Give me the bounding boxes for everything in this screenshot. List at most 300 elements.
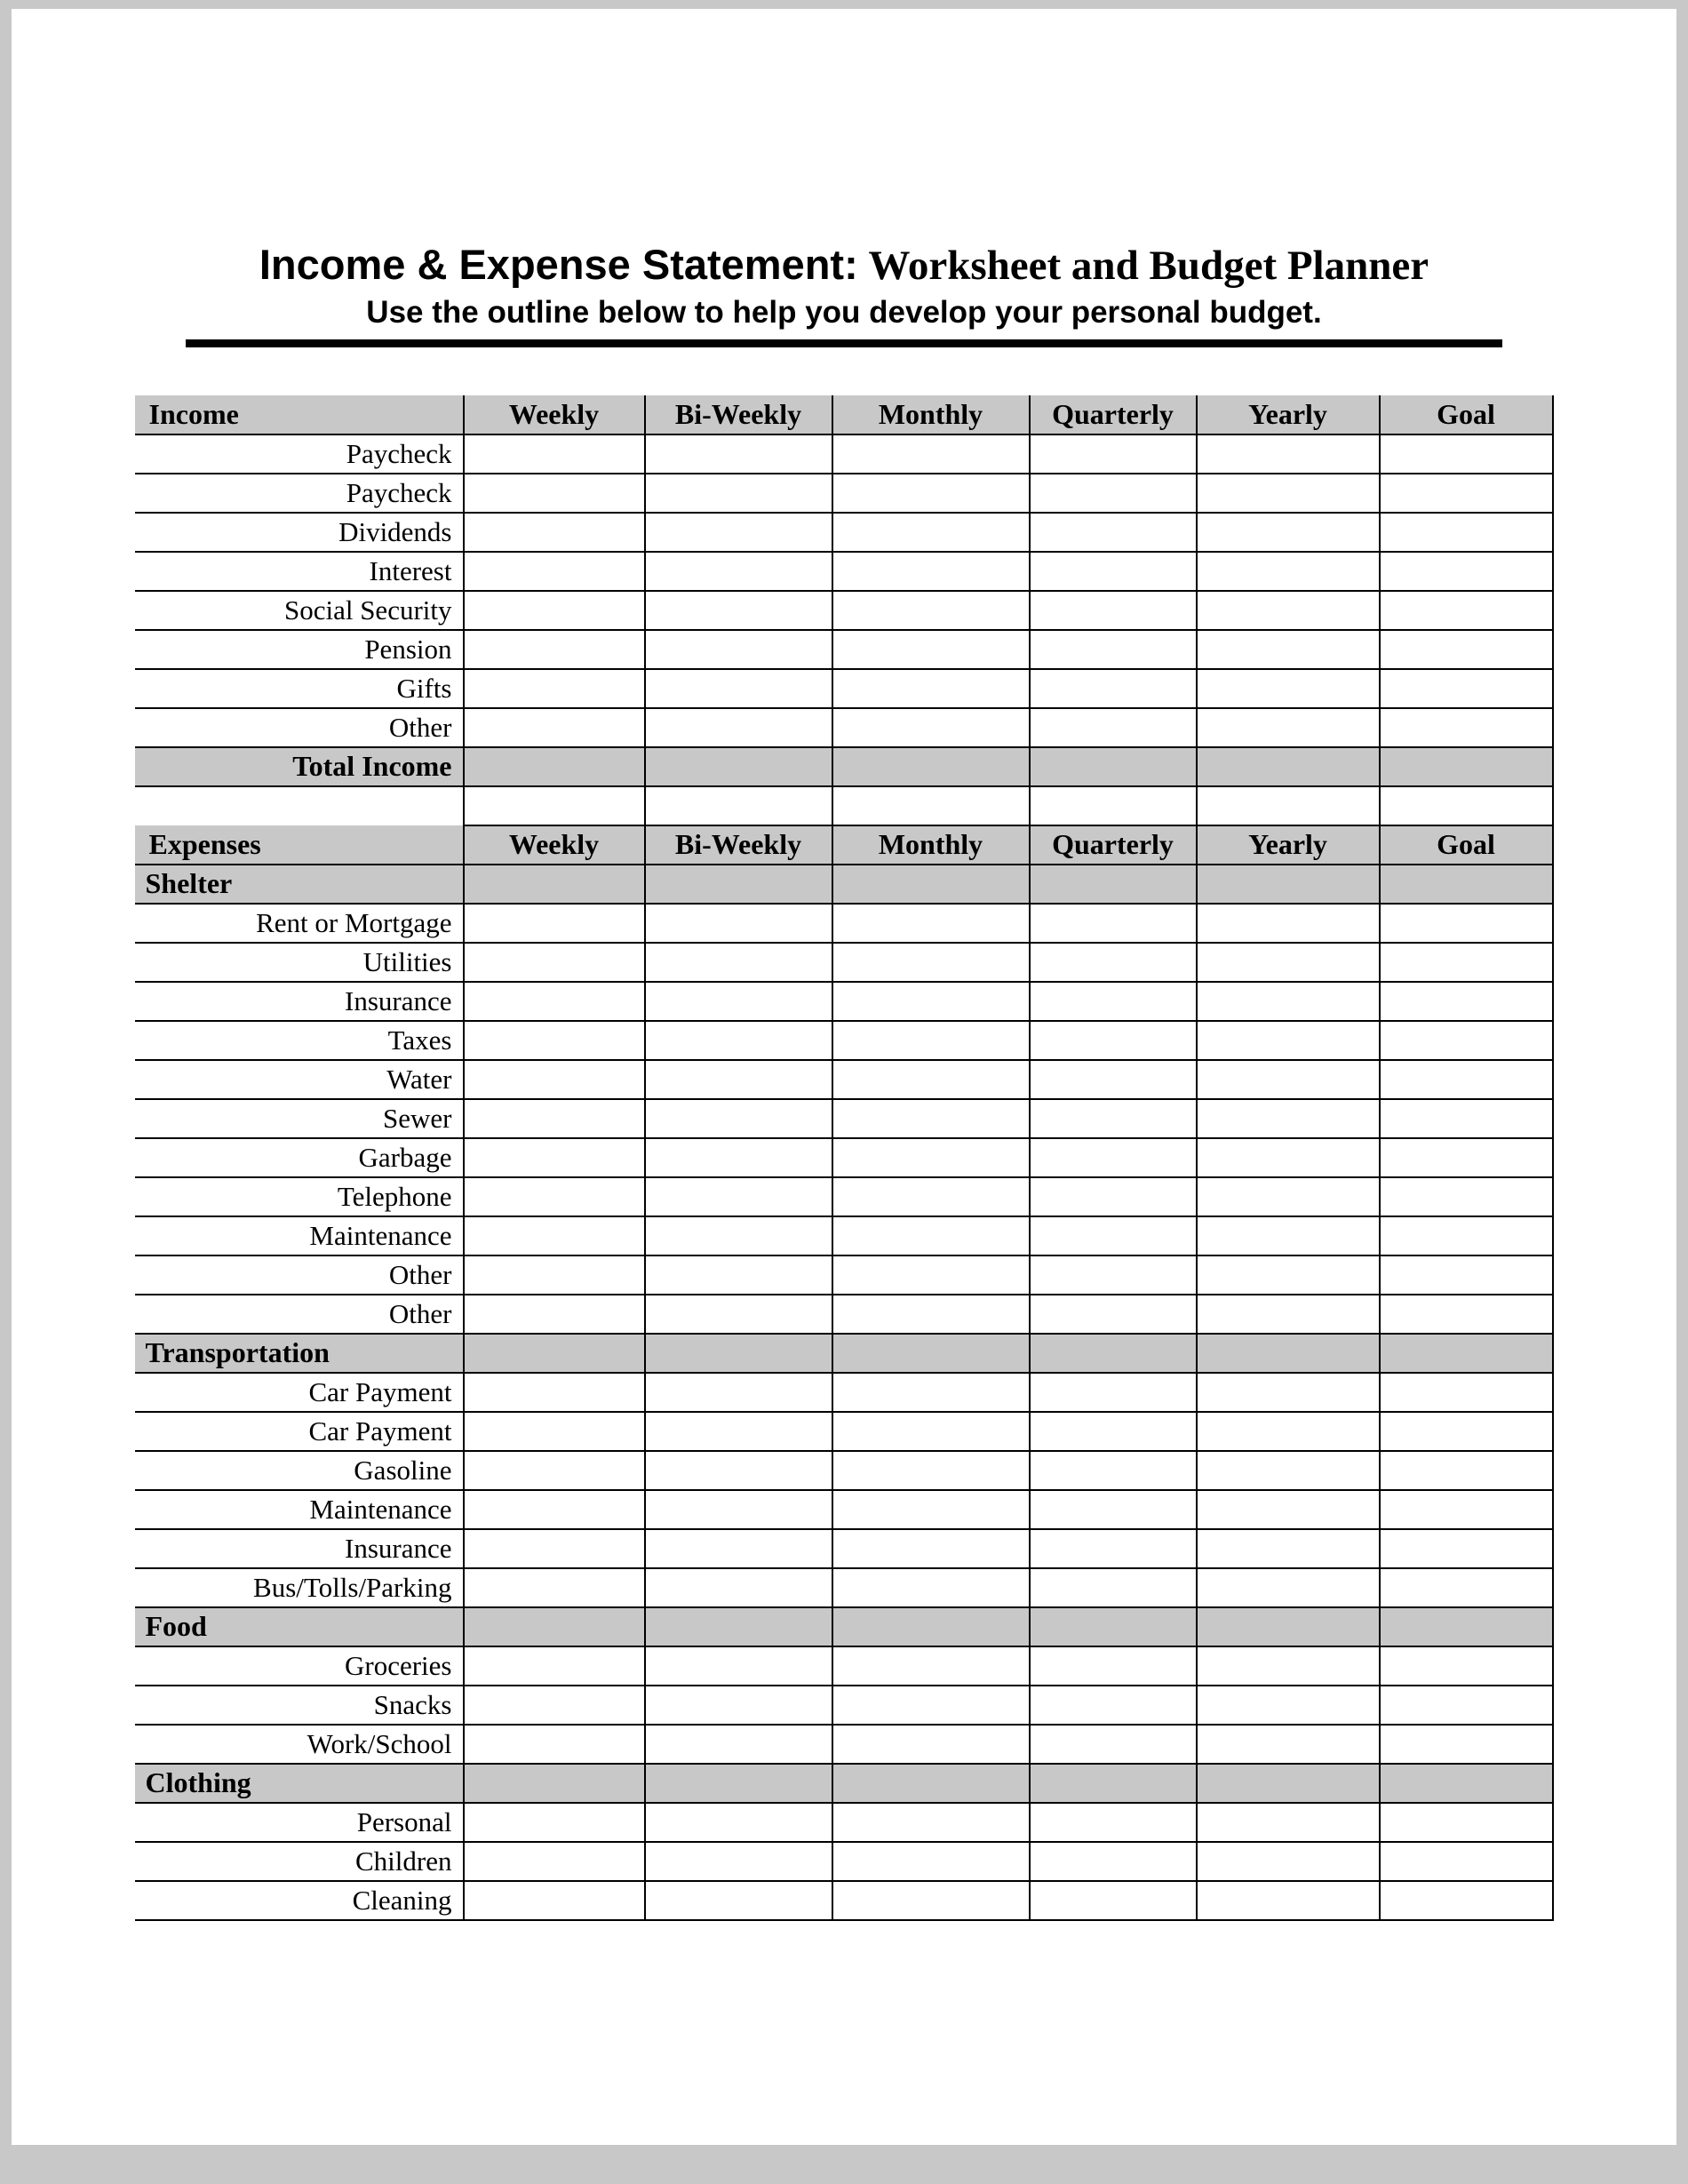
cell-weekly — [464, 943, 645, 982]
cell-bi-weekly — [645, 434, 832, 474]
expense-item-row — [135, 1060, 1553, 1099]
cell-goal — [1380, 1686, 1553, 1725]
cell-yearly — [1197, 982, 1380, 1021]
cell-weekly — [464, 1529, 645, 1568]
expense-row-label: Maintenance — [135, 1490, 464, 1529]
cell-weekly — [464, 1725, 645, 1764]
cell-yearly — [1197, 1568, 1380, 1607]
cell-yearly — [1197, 1686, 1380, 1725]
cell-bi-weekly — [645, 943, 832, 982]
cell-goal — [1380, 1803, 1553, 1842]
cell-yearly — [1197, 1412, 1380, 1451]
cell-monthly — [832, 1764, 1030, 1803]
cell-bi-weekly — [645, 904, 832, 943]
cell-goal — [1380, 1138, 1553, 1177]
page-title — [12, 242, 1676, 290]
expense-row-label: Garbage — [135, 1138, 464, 1177]
expense-row-label: Bus/Tolls/Parking — [135, 1568, 464, 1607]
cell-bi-weekly — [645, 1490, 832, 1529]
cell-quarterly — [1030, 1334, 1197, 1373]
expense-item-row — [135, 1842, 1553, 1881]
page-title-sub: Worksheet and Budget Planner — [868, 243, 1429, 289]
cell-goal — [1380, 1060, 1553, 1099]
cell-bi-weekly — [645, 474, 832, 513]
cell-yearly — [1197, 1646, 1380, 1686]
cell-quarterly — [1030, 1255, 1197, 1295]
income-row-label: Gifts — [135, 669, 464, 708]
column-header-quarterly: Quarterly — [1030, 395, 1197, 434]
expense-item-row — [135, 1021, 1553, 1060]
cell-goal — [1380, 1295, 1553, 1334]
expense-category-row — [135, 1607, 1553, 1646]
cell-bi-weekly — [645, 982, 832, 1021]
expense-item-row — [135, 1099, 1553, 1138]
cell-bi-weekly — [645, 1177, 832, 1216]
cell-yearly — [1197, 1607, 1380, 1646]
cell-goal — [1380, 1373, 1553, 1412]
cell-yearly — [1197, 1725, 1380, 1764]
cell-goal — [1380, 474, 1553, 513]
cell-bi-weekly — [645, 1412, 832, 1451]
income-row-label: Dividends — [135, 513, 464, 552]
title-underline-rule — [186, 339, 1502, 347]
expense-row-label: Rent or Mortgage — [135, 904, 464, 943]
cell-monthly — [832, 630, 1030, 669]
cell-weekly — [464, 982, 645, 1021]
column-header-yearly: Yearly — [1197, 825, 1380, 865]
cell-weekly — [464, 552, 645, 591]
cell-weekly — [464, 1490, 645, 1529]
cell-monthly — [832, 1021, 1030, 1060]
cell-monthly — [832, 513, 1030, 552]
cell-monthly — [832, 1881, 1030, 1920]
cell-goal — [1380, 669, 1553, 708]
cell-quarterly — [1030, 943, 1197, 982]
expense-item-row — [135, 1451, 1553, 1490]
cell-goal — [1380, 1334, 1553, 1373]
cell-yearly — [1197, 747, 1380, 786]
cell-bi-weekly — [645, 1686, 832, 1725]
expense-row-label: Other — [135, 1295, 464, 1334]
cell-quarterly — [1030, 1373, 1197, 1412]
expense-item-row — [135, 1881, 1553, 1920]
expense-row-label: Other — [135, 1255, 464, 1295]
cell-goal — [1380, 1216, 1553, 1255]
cell-bi-weekly — [645, 1764, 832, 1803]
page-subtitle: Use the outline below to help you develop your personal budget. — [366, 294, 1322, 330]
expense-item-row — [135, 1568, 1553, 1607]
cell-bi-weekly — [645, 1568, 832, 1607]
income-row-label: Paycheck — [135, 434, 464, 474]
income-row-label: Paycheck — [135, 474, 464, 513]
cell-yearly — [1197, 474, 1380, 513]
cell-quarterly — [1030, 1451, 1197, 1490]
cell-quarterly — [1030, 1138, 1197, 1177]
cell-bi-weekly — [645, 865, 832, 904]
cell-yearly — [1197, 552, 1380, 591]
cell-bi-weekly — [645, 1725, 832, 1764]
cell-bi-weekly — [645, 786, 832, 825]
page-title-main: Income & Expense Statement: — [259, 241, 858, 288]
expense-row-label: Groceries — [135, 1646, 464, 1686]
cell-yearly — [1197, 630, 1380, 669]
income-item-row — [135, 669, 1553, 708]
cell-monthly — [832, 434, 1030, 474]
cell-goal — [1380, 1021, 1553, 1060]
expense-item-row — [135, 1646, 1553, 1686]
cell-yearly — [1197, 1529, 1380, 1568]
cell-weekly — [464, 474, 645, 513]
expense-row-label: Car Payment — [135, 1373, 464, 1412]
cell-goal — [1380, 434, 1553, 474]
cell-bi-weekly — [645, 1646, 832, 1686]
cell-goal — [1380, 1881, 1553, 1920]
cell-quarterly — [1030, 1725, 1197, 1764]
cell-goal — [1380, 904, 1553, 943]
total-income-label: Total Income — [135, 747, 464, 786]
cell-weekly — [464, 1451, 645, 1490]
cell-yearly — [1197, 1216, 1380, 1255]
cell-weekly — [464, 865, 645, 904]
cell-yearly — [1197, 1099, 1380, 1138]
cell-weekly — [464, 1412, 645, 1451]
cell-weekly — [464, 591, 645, 630]
cell-bi-weekly — [645, 1138, 832, 1177]
cell-quarterly — [1030, 865, 1197, 904]
cell-goal — [1380, 591, 1553, 630]
cell-yearly — [1197, 904, 1380, 943]
cell-monthly — [832, 1725, 1030, 1764]
cell-quarterly — [1030, 434, 1197, 474]
cell-bi-weekly — [645, 1529, 832, 1568]
expense-category-label: Transportation — [135, 1334, 464, 1373]
cell-yearly — [1197, 1764, 1380, 1803]
cell-quarterly — [1030, 1060, 1197, 1099]
cell-monthly — [832, 1646, 1030, 1686]
cell-bi-weekly — [645, 513, 832, 552]
cell-monthly — [832, 1295, 1030, 1334]
cell-goal — [1380, 630, 1553, 669]
cell-monthly — [832, 1490, 1030, 1529]
cell-weekly — [464, 1255, 645, 1295]
cell-goal — [1380, 552, 1553, 591]
expense-item-row — [135, 943, 1553, 982]
cell-quarterly — [1030, 630, 1197, 669]
expense-item-row — [135, 904, 1553, 943]
cell-weekly — [464, 1138, 645, 1177]
cell-quarterly — [1030, 1099, 1197, 1138]
cell-yearly — [1197, 1177, 1380, 1216]
cell-monthly — [832, 943, 1030, 982]
cell-bi-weekly — [645, 669, 832, 708]
cell-weekly — [464, 747, 645, 786]
cell-monthly — [832, 747, 1030, 786]
column-header-bi-weekly: Bi-Weekly — [645, 825, 832, 865]
cell-monthly — [832, 474, 1030, 513]
column-header-yearly: Yearly — [1197, 395, 1380, 434]
cell-monthly — [832, 1138, 1030, 1177]
expense-row-label: Gasoline — [135, 1451, 464, 1490]
expense-row-label: Work/School — [135, 1725, 464, 1764]
expense-row-label: Sewer — [135, 1099, 464, 1138]
cell-goal — [1380, 865, 1553, 904]
expense-item-row — [135, 1255, 1553, 1295]
cell-weekly — [464, 1060, 645, 1099]
worksheet-page — [12, 9, 1676, 2145]
column-header-monthly: Monthly — [832, 395, 1030, 434]
cell-goal — [1380, 1646, 1553, 1686]
cell-weekly — [464, 434, 645, 474]
expense-item-row — [135, 1373, 1553, 1412]
cell-yearly — [1197, 1060, 1380, 1099]
cell-yearly — [1197, 1138, 1380, 1177]
cell-bi-weekly — [645, 708, 832, 747]
cell-goal — [1380, 786, 1553, 825]
expense-row-label: Children — [135, 1842, 464, 1881]
cell-weekly — [464, 1334, 645, 1373]
column-header-goal: Goal — [1380, 395, 1553, 434]
cell-monthly — [832, 1099, 1030, 1138]
budget-table-body — [135, 395, 1553, 1920]
expense-row-label: Insurance — [135, 982, 464, 1021]
cell-monthly — [832, 1568, 1030, 1607]
cell-bi-weekly — [645, 1803, 832, 1842]
cell-monthly — [832, 1255, 1030, 1295]
cell-monthly — [832, 786, 1030, 825]
expense-category-row — [135, 1334, 1553, 1373]
expense-item-row — [135, 1216, 1553, 1255]
expense-item-row — [135, 1686, 1553, 1725]
cell-quarterly — [1030, 1686, 1197, 1725]
income-item-row — [135, 591, 1553, 630]
cell-quarterly — [1030, 708, 1197, 747]
cell-yearly — [1197, 786, 1380, 825]
cell-weekly — [464, 708, 645, 747]
cell-quarterly — [1030, 1021, 1197, 1060]
cell-goal — [1380, 1568, 1553, 1607]
expense-category-label: Shelter — [135, 865, 464, 904]
cell-quarterly — [1030, 1842, 1197, 1881]
cell-weekly — [464, 1646, 645, 1686]
cell-bi-weekly — [645, 1060, 832, 1099]
cell-goal — [1380, 1607, 1553, 1646]
cell-goal — [1380, 1529, 1553, 1568]
expense-category-label: Food — [135, 1607, 464, 1646]
expenses-section-title: Expenses — [135, 825, 464, 865]
cell-weekly — [464, 513, 645, 552]
cell-yearly — [1197, 1842, 1380, 1881]
cell-yearly — [1197, 943, 1380, 982]
cell-monthly — [832, 1334, 1030, 1373]
cell-quarterly — [1030, 1646, 1197, 1686]
cell-monthly — [832, 1216, 1030, 1255]
cell-monthly — [832, 1842, 1030, 1881]
cell-quarterly — [1030, 1412, 1197, 1451]
expense-row-label: Telephone — [135, 1177, 464, 1216]
column-header-quarterly: Quarterly — [1030, 825, 1197, 865]
cell-yearly — [1197, 1451, 1380, 1490]
cell-goal — [1380, 1451, 1553, 1490]
column-header-bi-weekly: Bi-Weekly — [645, 395, 832, 434]
cell-weekly — [464, 1803, 645, 1842]
cell-yearly — [1197, 1295, 1380, 1334]
cell-bi-weekly — [645, 1099, 832, 1138]
cell-goal — [1380, 1412, 1553, 1451]
expense-category-row — [135, 1764, 1553, 1803]
expense-item-row — [135, 1177, 1553, 1216]
cell-monthly — [832, 1803, 1030, 1842]
cell-quarterly — [1030, 474, 1197, 513]
cell-weekly — [464, 1764, 645, 1803]
cell-bi-weekly — [645, 1881, 832, 1920]
expense-row-label: Cleaning — [135, 1881, 464, 1920]
expense-row-label: Car Payment — [135, 1412, 464, 1451]
cell-bi-weekly — [645, 1334, 832, 1373]
cell-goal — [1380, 943, 1553, 982]
cell-goal — [1380, 1177, 1553, 1216]
expense-item-row — [135, 982, 1553, 1021]
cell-quarterly — [1030, 1177, 1197, 1216]
spacer-row — [135, 786, 1553, 825]
expenses-header-row — [135, 825, 1553, 865]
cell-quarterly — [1030, 552, 1197, 591]
cell-yearly — [1197, 1255, 1380, 1295]
cell-monthly — [832, 1373, 1030, 1412]
cell-quarterly — [1030, 591, 1197, 630]
expense-row-label: Taxes — [135, 1021, 464, 1060]
cell-monthly — [832, 1060, 1030, 1099]
cell-weekly — [464, 1881, 645, 1920]
cell-yearly — [1197, 1021, 1380, 1060]
cell-yearly — [1197, 1334, 1380, 1373]
income-item-row — [135, 434, 1553, 474]
cell-monthly — [832, 1607, 1030, 1646]
cell-bi-weekly — [645, 591, 832, 630]
cell-weekly — [464, 1842, 645, 1881]
cell-quarterly — [1030, 1529, 1197, 1568]
spacer-cell — [135, 786, 464, 825]
cell-monthly — [832, 1686, 1030, 1725]
cell-bi-weekly — [645, 1021, 832, 1060]
cell-yearly — [1197, 1803, 1380, 1842]
cell-goal — [1380, 1725, 1553, 1764]
cell-goal — [1380, 982, 1553, 1021]
cell-weekly — [464, 1686, 645, 1725]
column-header-goal: Goal — [1380, 825, 1553, 865]
cell-quarterly — [1030, 513, 1197, 552]
expense-category-label: Clothing — [135, 1764, 464, 1803]
expense-item-row — [135, 1412, 1553, 1451]
cell-monthly — [832, 1412, 1030, 1451]
income-item-row — [135, 708, 1553, 747]
cell-quarterly — [1030, 1764, 1197, 1803]
budget-table — [135, 395, 1554, 1921]
cell-bi-weekly — [645, 552, 832, 591]
expense-row-label: Snacks — [135, 1686, 464, 1725]
page-header — [12, 9, 1676, 347]
expense-item-row — [135, 1295, 1553, 1334]
cell-quarterly — [1030, 786, 1197, 825]
income-item-row — [135, 552, 1553, 591]
cell-weekly — [464, 1216, 645, 1255]
cell-monthly — [832, 904, 1030, 943]
cell-bi-weekly — [645, 1607, 832, 1646]
column-header-weekly: Weekly — [464, 395, 645, 434]
cell-monthly — [832, 982, 1030, 1021]
cell-yearly — [1197, 1881, 1380, 1920]
cell-bi-weekly — [645, 1255, 832, 1295]
expense-item-row — [135, 1490, 1553, 1529]
expense-item-row — [135, 1529, 1553, 1568]
cell-monthly — [832, 669, 1030, 708]
cell-quarterly — [1030, 1216, 1197, 1255]
cell-bi-weekly — [645, 747, 832, 786]
cell-bi-weekly — [645, 1373, 832, 1412]
cell-quarterly — [1030, 1803, 1197, 1842]
income-header-row — [135, 395, 1553, 434]
cell-goal — [1380, 513, 1553, 552]
cell-bi-weekly — [645, 1295, 832, 1334]
cell-monthly — [832, 708, 1030, 747]
cell-monthly — [832, 552, 1030, 591]
column-header-monthly: Monthly — [832, 825, 1030, 865]
income-row-label: Pension — [135, 630, 464, 669]
cell-goal — [1380, 1490, 1553, 1529]
cell-quarterly — [1030, 1881, 1197, 1920]
cell-quarterly — [1030, 1295, 1197, 1334]
cell-goal — [1380, 1764, 1553, 1803]
cell-yearly — [1197, 513, 1380, 552]
cell-bi-weekly — [645, 630, 832, 669]
cell-monthly — [832, 591, 1030, 630]
expense-item-row — [135, 1138, 1553, 1177]
cell-quarterly — [1030, 1607, 1197, 1646]
cell-goal — [1380, 747, 1553, 786]
income-item-row — [135, 474, 1553, 513]
cell-quarterly — [1030, 1490, 1197, 1529]
cell-goal — [1380, 1255, 1553, 1295]
cell-monthly — [832, 1177, 1030, 1216]
cell-weekly — [464, 786, 645, 825]
cell-bi-weekly — [645, 1842, 832, 1881]
cell-goal — [1380, 1842, 1553, 1881]
cell-weekly — [464, 669, 645, 708]
cell-quarterly — [1030, 669, 1197, 708]
cell-weekly — [464, 1099, 645, 1138]
cell-bi-weekly — [645, 1216, 832, 1255]
cell-monthly — [832, 865, 1030, 904]
income-item-row — [135, 630, 1553, 669]
expense-row-label: Utilities — [135, 943, 464, 982]
cell-quarterly — [1030, 982, 1197, 1021]
cell-weekly — [464, 1295, 645, 1334]
income-row-label: Other — [135, 708, 464, 747]
income-row-label: Interest — [135, 552, 464, 591]
expense-row-label: Personal — [135, 1803, 464, 1842]
cell-monthly — [832, 1451, 1030, 1490]
expense-row-label: Maintenance — [135, 1216, 464, 1255]
expense-item-row — [135, 1803, 1553, 1842]
cell-weekly — [464, 630, 645, 669]
income-section-title: Income — [135, 395, 464, 434]
expense-category-row — [135, 865, 1553, 904]
cell-weekly — [464, 1373, 645, 1412]
cell-weekly — [464, 1607, 645, 1646]
cell-weekly — [464, 904, 645, 943]
cell-yearly — [1197, 1490, 1380, 1529]
column-header-weekly: Weekly — [464, 825, 645, 865]
expense-row-label: Insurance — [135, 1529, 464, 1568]
